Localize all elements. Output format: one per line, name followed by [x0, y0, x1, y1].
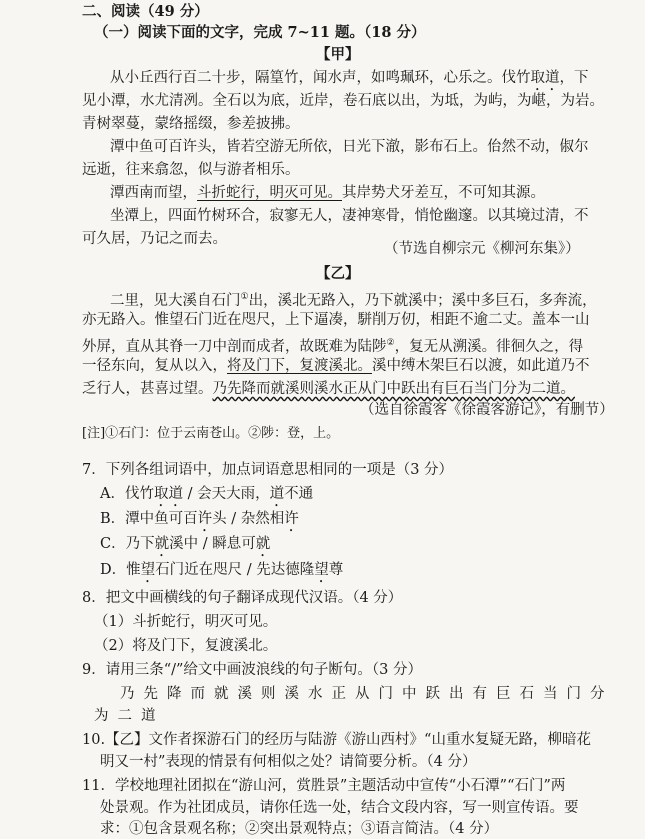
q7-option-d: D．惟望石门近在咫尺 / 先达德隆望尊: [100, 562, 344, 578]
yi-label: 【乙】: [316, 265, 360, 282]
q7-option-c: C．乃下就溪中 / 瞬息可就: [100, 536, 271, 552]
yi-line2: 亦无路入。惟望石门近在咫尺，上下逼凑，駢削万仞，相距不逾二丈。盖本一山: [82, 312, 590, 328]
footnote: [注]①石门：位于云南苍山。②陟：登，上。: [82, 426, 340, 441]
part1-title: （一）阅读下面的文字，完成 7~11 题。（18 分）: [94, 24, 426, 41]
q11-line3: 求：①包含景观名称；②突出景观特点；③语言简洁。（4 分）: [100, 821, 499, 837]
underlined-sentence: 将及门下，复渡溪北。: [227, 358, 372, 374]
wavy-sentence: 乃先降而就溪则溪水正从门中跃出有巨石当门分为二道。: [212, 381, 575, 397]
footnote-mark: ②: [386, 338, 395, 348]
underlined-sentence: 斗折蛇行，明灭可见。: [197, 185, 342, 201]
q7-option-b: B．潭中鱼可百许头 / 杂然相许: [100, 511, 299, 527]
q9-sentence-line1: 乃先降而就溪则溪水正从门中跃出有巨石当门分: [120, 686, 614, 702]
q8-item2: （2）将及门下，复渡溪北。: [94, 638, 278, 654]
q10-line2: 明又一村”表现的情景有何相似之处？请简要分析。（4 分）: [100, 754, 477, 770]
footnote-mark: ①: [240, 292, 249, 302]
jia-label: 【甲】: [316, 46, 360, 63]
yi-line1: 二里，见大溪自石门①出，溪北无路入，乃下就溪中；溪中多巨石，多奔流，: [110, 292, 597, 309]
jia-p1-line1: 从小丘西行百二十步，隔篁竹，闻水声，如鸣珮环，心乐之。伐竹取道，下: [110, 70, 589, 86]
q7-stem: 7．下列各组词语中，加点词语意思相同的一项是（3 分）: [82, 462, 454, 478]
q7-option-a: A．伐竹取道 / 会天大雨，道不通: [100, 486, 314, 502]
q9-stem: 9．请用三条“/”给文中画波浪线的句子断句。（3 分）: [82, 662, 423, 678]
jia-p4-line2: 可久居，乃记之而去。: [82, 231, 227, 247]
yi-line3: 外屏，直从其脊一刀中剖而成者，故既难为陆陟②，复无从溯溪。徘徊久之，得: [82, 338, 584, 355]
yi-line4: 一径东向，复从以入，将及门下，复渡溪北。溪中缚木架巨石以渡，如此道乃不: [82, 358, 590, 374]
q11-line2: 处景观。作为社团成员，请你任选一处，结合文段内容，写一则宣传语。要: [100, 800, 579, 816]
q11-line1: 11．学校地理社团拟在“游山河，赏胜景”主题活动中宣传“小石潭”“石门”两: [82, 778, 566, 794]
q10-line1: 10.【乙】文作者探游石门的经历与陆游《游山西村》“山重水复疑无路，柳暗花: [82, 732, 591, 748]
jia-p2-line2: 远逝，往来翕忽，似与游者相乐。: [82, 162, 300, 178]
q8-item1: （1）斗折蛇行，明灭可见。: [94, 614, 278, 630]
jia-p3: 潭西南而望，斗折蛇行，明灭可见。其岸势犬牙差互，不可知其源。: [110, 185, 545, 201]
dotted-word: 取道: [530, 70, 560, 86]
jia-source: （节选自柳宗元《柳河东集》）: [384, 241, 580, 257]
jia-p1-line3: 青树翠蔓，蒙络摇缀，参差披拂。: [82, 116, 300, 132]
jia-p1-line2: 见小潭，水尤清冽。全石以为底，近岸，卷石底以出，为坻，为屿，为嵁，为岩。: [82, 93, 604, 109]
jia-p4-line1: 坐潭上，四面竹树环合，寂寥无人，凄神寒骨，悄怆幽邃。以其境过清，不: [110, 208, 589, 224]
q9-sentence-line2: 为二道: [94, 708, 165, 724]
yi-line5: 乏行人，甚喜过望。乃先降而就溪则溪水正从门中跃出有巨石当门分为二道。: [82, 381, 575, 397]
section-title: 二、阅读（49 分）: [82, 3, 209, 20]
jia-p2-line1: 潭中鱼可百许头，皆若空游无所依，日光下澈，影布石上。佁然不动，俶尔: [110, 139, 589, 155]
yi-source: （选自徐霞客《徐霞客游记》，有删节）: [360, 402, 614, 418]
q8-stem: 8．把文中画横线的句子翻译成现代汉语。（4 分）: [82, 590, 403, 606]
